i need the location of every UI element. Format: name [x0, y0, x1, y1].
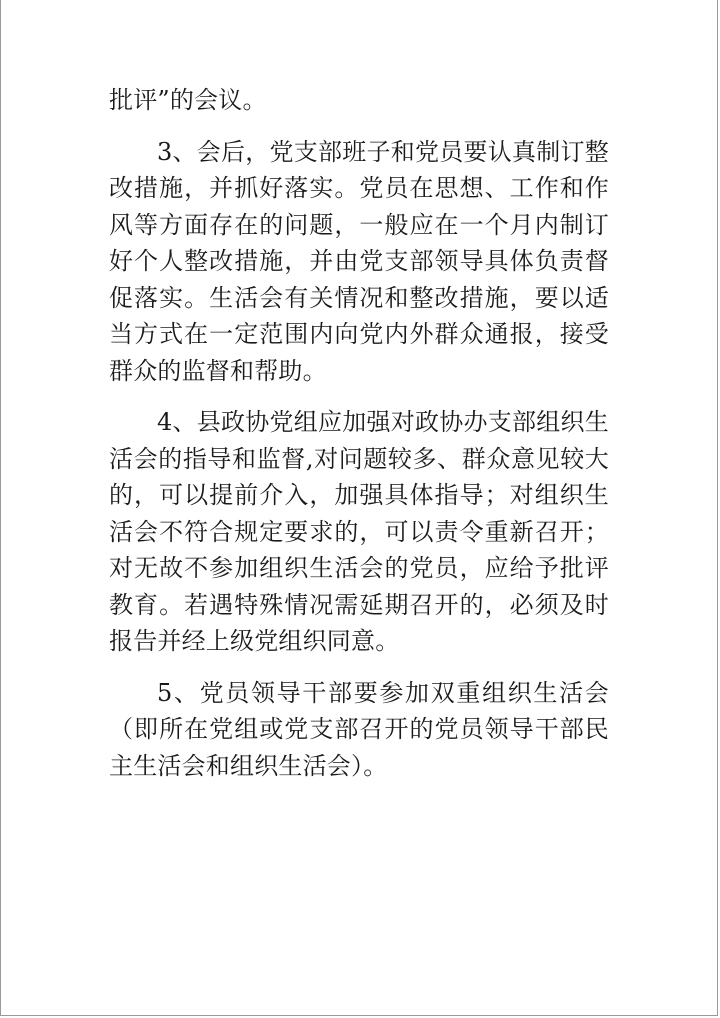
paragraph-item-3: 3、会后，党支部班子和党员要认真制订整改措施，并抓好落实。党员在思想、工作和作风等方面存在的问题，一般应在一个月内制订好个人整改措施，并由党支部领导具体负责督促落实。生活会有关情况和整改措施，要以适当方式在一定范围内向党内外群众通报，接受群众的监督和帮助。 [109, 137, 609, 385]
paragraph-item-4: 4、县政协党组应加强对政协办支部组织生活会的指导和监督,对问题较多、群众意见较大的，可以提前介入，加强具体指导；对组织生活会不符合规定要求的，可以责令重新召开；对无故不参加组织生活会的党员，应给予批评教育。若遇特殊情况需延期召开的，必须及时报告并经上级党组织同意。 [109, 408, 609, 655]
paragraph-continuation: 批评”的会议。 [109, 86, 267, 114]
document-body [109, 82, 609, 799]
paragraph-item-5: 5、党员领导干部要参加双重组织生活会（即所在党组或党支部召开的党员领导干部民主生活会和组织生活会）。 [109, 678, 609, 780]
